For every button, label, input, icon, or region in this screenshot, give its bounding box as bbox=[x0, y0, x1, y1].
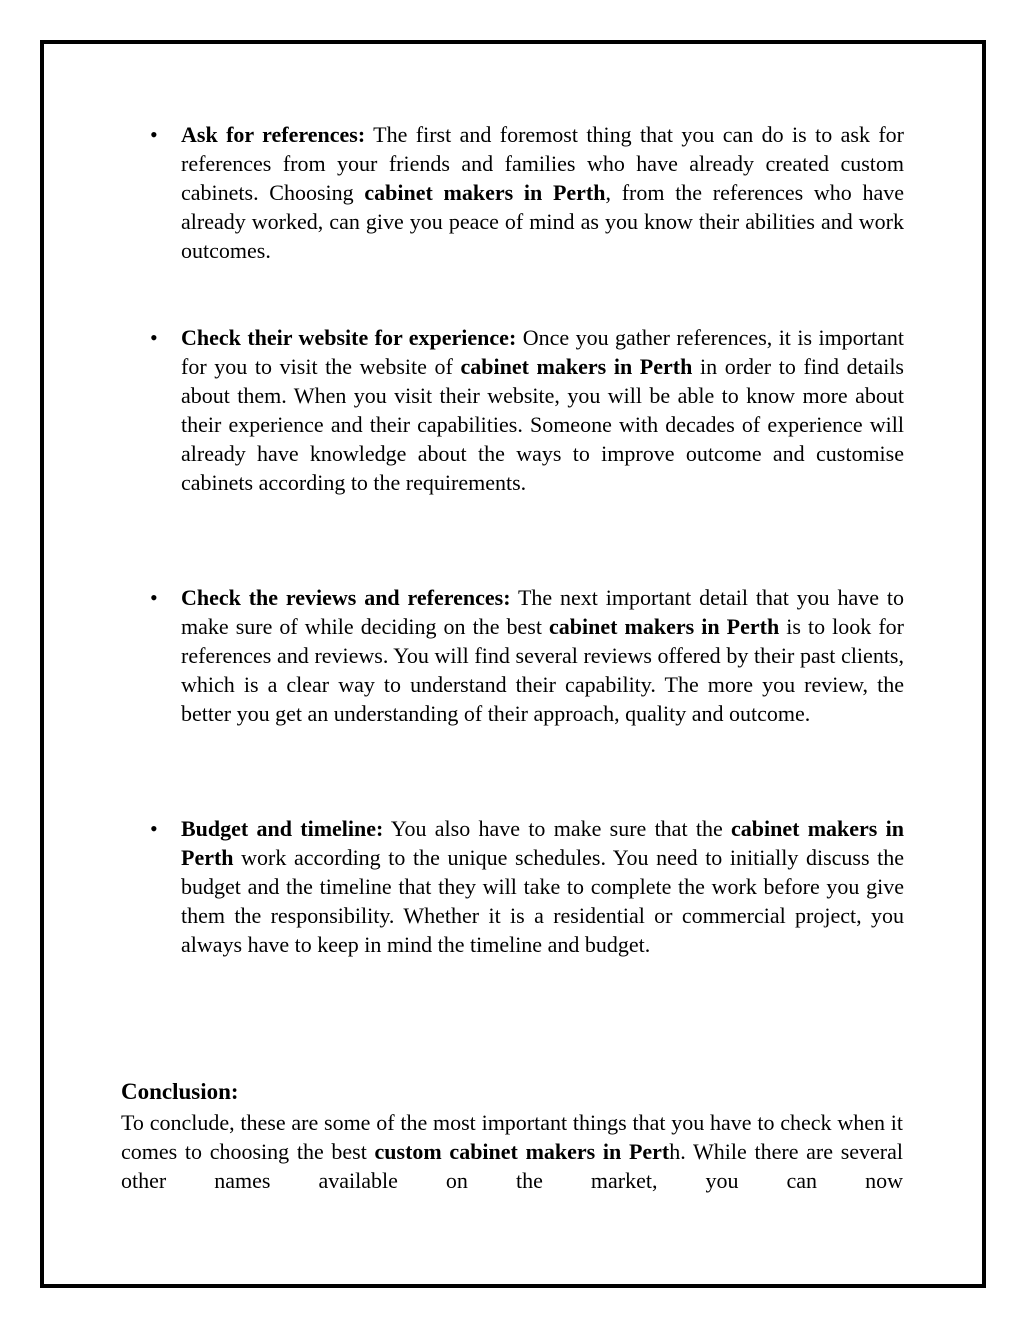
list-item-body: , from the references who have already worked, can give you peace of mind as you know their abilities and work outcomes. bbox=[181, 180, 905, 263]
bullet-icon: • bbox=[150, 816, 158, 841]
list-item-text bbox=[181, 583, 904, 728]
keyword-bold: custom cabinet makers in Pert bbox=[374, 1139, 670, 1164]
conclusion-body: To conclude, these are some of the most important things that you have to check when it comes to choosing the best bbox=[121, 1110, 903, 1164]
list-item-body: The first and foremost thing that you can do is to ask for references from your friends and families who have already created custom cabinets. Choosing bbox=[181, 122, 904, 205]
list-item-title: Budget and timeline: bbox=[181, 816, 384, 841]
bullet-icon: • bbox=[150, 325, 158, 350]
list-item-body: The next important detail that you have to make sure of while deciding on the best bbox=[181, 585, 904, 639]
list-item-body: Once you gather references, it is important for you to visit the website of bbox=[181, 325, 905, 379]
list-item bbox=[150, 814, 905, 959]
keyword-bold: cabinet makers in Perth bbox=[460, 354, 693, 379]
list-item bbox=[150, 583, 905, 728]
conclusion-body: h. While there are several other names available on the market, you can now bbox=[121, 1139, 903, 1193]
conclusion-heading: Conclusion: bbox=[121, 1079, 239, 1104]
keyword-bold: cabinet makers in Perth bbox=[181, 816, 904, 870]
bullet-icon: • bbox=[150, 122, 158, 147]
list-item-title: Check their website for experience: bbox=[181, 325, 517, 350]
keyword-bold: cabinet makers in Perth bbox=[549, 614, 780, 639]
list-item-body: in order to find details about them. When you visit their website, you will be able to know more about their experience and their capabilities. Someone with decades of experience will already have knowledge about the ways to improve outcome and customise cabinets according to the requirements. bbox=[181, 354, 904, 495]
keyword-bold: cabinet makers in Perth bbox=[364, 180, 606, 205]
list-item-body: is to look for references and reviews. You will find several reviews offered by their past clients, which is a clear way to understand their capability. The more you review, the better you get an understanding of their approach, quality and outcome. bbox=[181, 614, 904, 726]
conclusion-paragraph bbox=[121, 1108, 903, 1195]
bullet-icon: • bbox=[150, 585, 158, 610]
list-item bbox=[150, 323, 905, 497]
list-item-body: You also have to make sure that the bbox=[383, 816, 731, 841]
list-item-body: work according to the unique schedules. You need to initially discuss the budget and the timeline that they will take to complete the work before you give them the responsibility. Whether it is a residential or commercial project, you always have to keep in mind the timeline and budget. bbox=[181, 845, 904, 957]
list-item-title: Check the reviews and references: bbox=[181, 585, 511, 610]
list-item-title: Ask for references: bbox=[181, 122, 366, 147]
list-item-text bbox=[181, 120, 904, 265]
list-item bbox=[150, 120, 905, 265]
list-item-text bbox=[181, 814, 904, 959]
list-item-text bbox=[181, 323, 904, 497]
